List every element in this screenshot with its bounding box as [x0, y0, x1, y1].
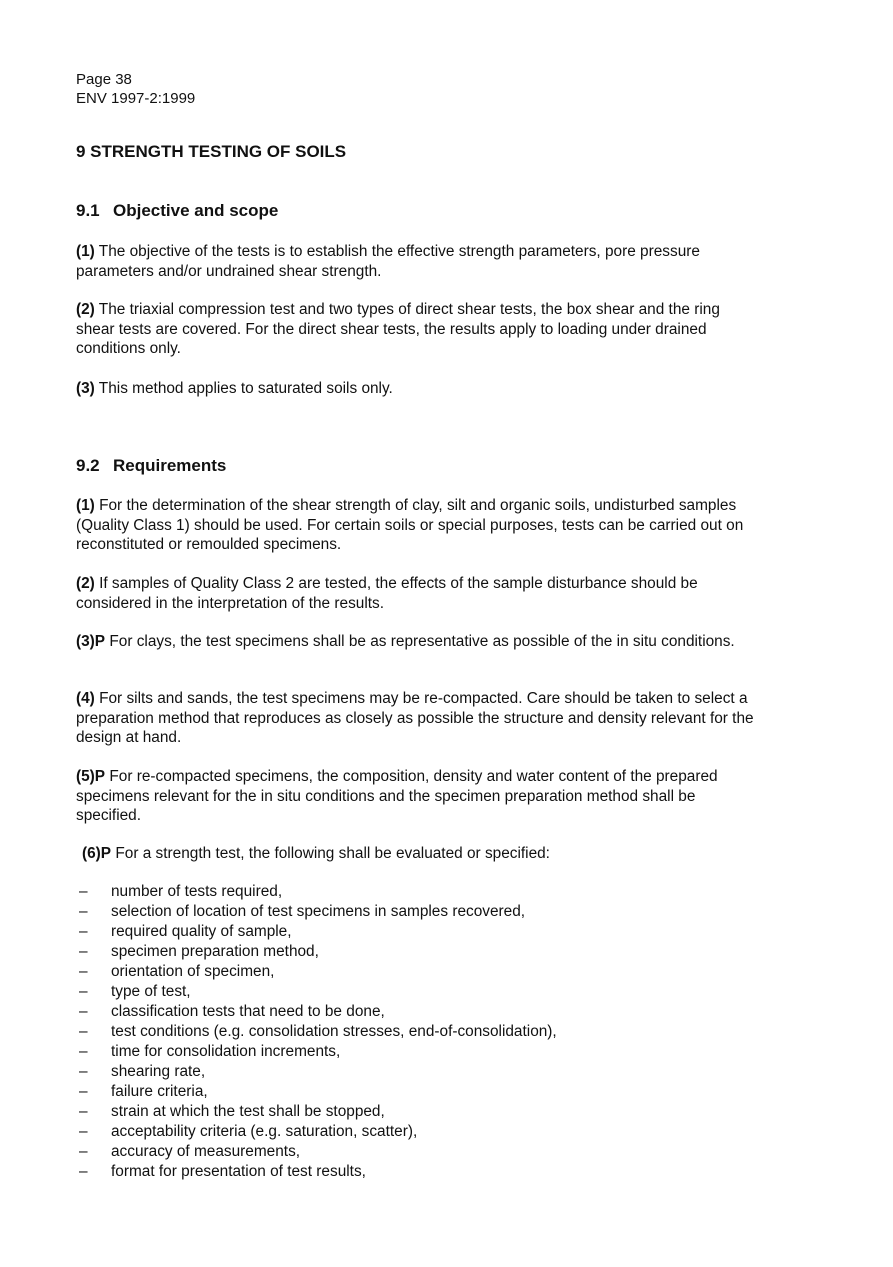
list-item — [76, 1022, 756, 1042]
paragraph-marker: (2) — [76, 575, 95, 592]
list-dash: – — [79, 1003, 88, 1020]
paragraph-9-2-2 — [76, 574, 756, 613]
page-number: Page 38 — [76, 71, 132, 88]
list-dash: – — [79, 923, 88, 940]
list-dash: – — [79, 963, 88, 980]
paragraph-marker: (1) — [76, 243, 95, 260]
section-number: 9.2 — [76, 456, 100, 475]
list-dash: – — [79, 1083, 88, 1100]
paragraph-9-2-3 — [76, 632, 756, 652]
paragraph-text: This method applies to saturated soils only. — [94, 380, 393, 397]
list-item — [76, 882, 756, 902]
list-item-text: type of test, — [111, 983, 191, 1000]
paragraph-marker: (3)P — [76, 633, 106, 650]
standard-reference: ENV 1997-2:1999 — [76, 90, 196, 107]
list-dash: – — [79, 883, 88, 900]
list-item — [76, 982, 756, 1002]
paragraph-text: The objective of the tests is to establish the effective strength parameters, pore pressure parameters and/or undrained shear strength. — [76, 243, 700, 280]
paragraph-9-2-1 — [76, 496, 756, 555]
list-dash: – — [79, 1043, 88, 1060]
list-item-text: required quality of sample, — [111, 923, 292, 940]
list-dash: – — [79, 943, 88, 960]
list-item-text: acceptability criteria (e.g. saturation, scatter), — [111, 1123, 418, 1140]
paragraph-marker: (3) — [76, 380, 95, 397]
list-item — [76, 1062, 756, 1082]
paragraph-9-2-4 — [76, 689, 756, 748]
list-item-text: time for consolidation increments, — [111, 1043, 341, 1060]
paragraph-text: For a strength test, the following shall be evaluated or specified: — [111, 845, 550, 862]
list-item — [76, 1162, 756, 1182]
list-item-text: test conditions (e.g. consolidation stresses, end-of-consolidation), — [111, 1023, 557, 1040]
paragraph-text: For silts and sands, the test specimens may be re-compacted. Care should be taken to select a preparation method that reproduces as closely as possible the structure and density relevant for the design at hand. — [76, 690, 754, 746]
list-item — [76, 1002, 756, 1022]
paragraph-text: For re-compacted specimens, the composition, density and water content of the prepared specimens relevant for the in situ conditions and the specimen preparation method shall be specified. — [76, 768, 718, 824]
list-item-text: specimen preparation method, — [111, 943, 319, 960]
list-item-text: strain at which the test shall be stopped, — [111, 1103, 385, 1120]
section-title: Requirements — [113, 456, 227, 475]
section-number: 9.1 — [76, 201, 100, 220]
list-dash: – — [79, 1123, 88, 1140]
paragraph-text: For clays, the test specimens shall be as representative as possible of the in situ conditions. — [105, 633, 735, 650]
paragraph-text: For the determination of the shear strength of clay, silt and organic soils, undisturbed samples (Quality Class 1) should be used. For certain soils or special purposes, tests can be carried out on reconstituted or remoulded specimens. — [76, 497, 744, 553]
paragraph-9-2-6 — [82, 844, 762, 864]
paragraph-9-1-1 — [76, 242, 756, 281]
list-item-text: number of tests required, — [111, 883, 283, 900]
requirements-list — [76, 882, 756, 1182]
list-item-text: accuracy of measurements, — [111, 1143, 301, 1160]
list-item — [76, 1102, 756, 1122]
list-item — [76, 1082, 756, 1102]
chapter-title: 9 STRENGTH TESTING OF SOILS — [76, 142, 347, 161]
list-item-text: shearing rate, — [111, 1063, 206, 1080]
paragraph-9-1-3 — [76, 379, 756, 399]
list-item — [76, 1042, 756, 1062]
list-item-text: classification tests that need to be done, — [111, 1003, 385, 1020]
paragraph-marker: (4) — [76, 690, 95, 707]
paragraph-marker: (6)P — [82, 845, 112, 862]
paragraph-9-2-5 — [76, 767, 756, 826]
list-dash: – — [79, 1143, 88, 1160]
list-item — [76, 1142, 756, 1162]
paragraph-marker: (5)P — [76, 768, 106, 785]
section-9-2-heading — [76, 456, 226, 476]
paragraph-text: The triaxial compression test and two types of direct shear tests, the box shear and the ring shear tests are covered. For the direct shear tests, the results apply to loading under drained conditions only. — [76, 301, 720, 357]
section-title: Objective and scope — [113, 201, 279, 220]
paragraph-marker: (2) — [76, 301, 95, 318]
list-item-text: failure criteria, — [111, 1083, 208, 1100]
list-item — [76, 1122, 756, 1142]
list-item — [76, 942, 756, 962]
list-item-text: format for presentation of test results, — [111, 1163, 366, 1180]
list-dash: – — [79, 983, 88, 1000]
list-dash: – — [79, 1163, 88, 1180]
paragraph-text: If samples of Quality Class 2 are tested, the effects of the sample disturbance should be considered in the interpretation of the results. — [76, 575, 698, 612]
list-dash: – — [79, 903, 88, 920]
document-page — [76, 70, 756, 1180]
list-dash: – — [79, 1103, 88, 1120]
list-dash: – — [79, 1063, 88, 1080]
list-item — [76, 902, 756, 922]
list-item — [76, 922, 756, 942]
section-9-1-heading — [76, 201, 278, 221]
list-item-text: selection of location of test specimens in samples recovered, — [111, 903, 526, 920]
list-dash: – — [79, 1023, 88, 1040]
list-item-text: orientation of specimen, — [111, 963, 275, 980]
paragraph-9-1-2 — [76, 300, 756, 359]
list-item — [76, 962, 756, 982]
paragraph-marker: (1) — [76, 497, 95, 514]
